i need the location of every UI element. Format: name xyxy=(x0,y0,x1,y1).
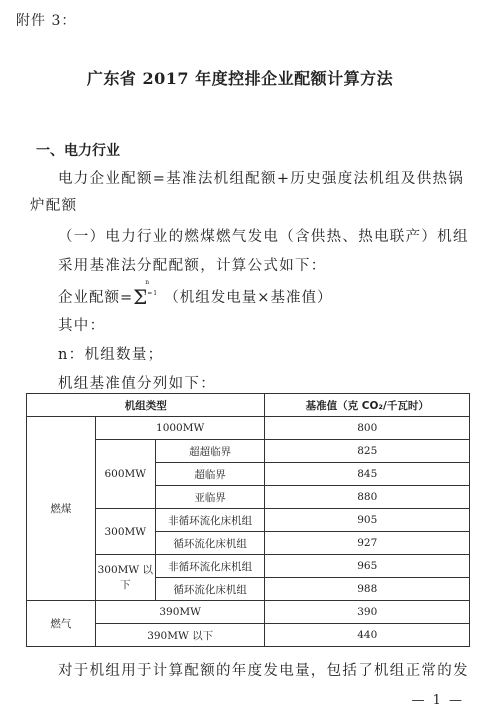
unit-supercritical: 超临界 xyxy=(155,463,265,486)
section-heading: 一、电力行业 xyxy=(36,143,120,159)
sigma-symbol: Σ xyxy=(133,285,149,309)
value-gas-below-390mw: 440 xyxy=(265,624,470,647)
formula-rhs: （机组发电量×基准值） xyxy=(164,290,333,306)
unit-1000mw: 1000MW xyxy=(95,417,265,440)
attachment-label: 附件 3： xyxy=(16,13,77,29)
unit-gas-below-390mw: 390MW 以下 xyxy=(95,624,265,647)
where-label: 其中： xyxy=(58,318,106,334)
unit-cfb-below-300: 循环流化床机组 xyxy=(155,578,265,601)
table-header-row xyxy=(27,394,470,417)
paragraph-1-line-2: 炉配额 xyxy=(30,198,78,214)
header-unit-type: 机组类型 xyxy=(27,394,265,417)
table-row xyxy=(27,601,470,624)
paragraph-1-line-1: 电力企业配额=基准法机组配额+历史强度法机组及供热锅 xyxy=(58,171,465,187)
fuel-gas: 燃气 xyxy=(27,601,96,647)
group-300mw: 300MW xyxy=(95,509,155,555)
value-gas-390mw: 390 xyxy=(265,601,470,624)
value-ultra-supercritical: 825 xyxy=(265,440,470,463)
fuel-coal: 燃煤 xyxy=(27,417,96,601)
unit-non-cfb-below-300: 非循环流化床机组 xyxy=(155,555,265,578)
unit-cfb-300: 循环流化床机组 xyxy=(155,532,265,555)
n-definition: n：机组数量； xyxy=(58,347,164,363)
table-intro: 机组基准值分列如下： xyxy=(58,376,216,392)
formula-lhs: 企业配额= xyxy=(58,290,134,306)
value-supercritical: 845 xyxy=(265,463,470,486)
benchmark-table xyxy=(26,393,470,647)
unit-non-cfb-300: 非循环流化床机组 xyxy=(155,509,265,532)
group-600mw: 600MW xyxy=(95,440,155,509)
value-non-cfb-below-300: 965 xyxy=(265,555,470,578)
table-row xyxy=(27,417,470,440)
paragraph-2-line-2: 采用基准法分配配额，计算公式如下： xyxy=(58,258,327,274)
unit-subcritical: 亚临界 xyxy=(155,486,265,509)
value-cfb-below-300: 988 xyxy=(265,578,470,601)
page-number: — 1 — xyxy=(411,693,464,708)
value-subcritical: 880 xyxy=(265,486,470,509)
value-non-cfb-300: 905 xyxy=(265,509,470,532)
unit-ultra-supercritical: 超超临界 xyxy=(155,440,265,463)
paragraph-2-line-1: （一）电力行业的燃煤燃气发电（含供热、热电联产）机组 xyxy=(58,229,469,245)
value-cfb-300: 927 xyxy=(265,532,470,555)
header-benchmark-value: 基准值（克 CO₂/千瓦时） xyxy=(265,394,470,417)
group-below-300mw: 300MW 以下 xyxy=(95,555,155,601)
allocation-formula xyxy=(58,279,333,309)
paragraph-last: 对于机组用于计算配额的年度发电量，包括了机组正常的发 xyxy=(58,663,469,679)
unit-gas-390mw: 390MW xyxy=(95,601,265,624)
document-title: 广东省 2017 年度控排企业配额计算方法 xyxy=(86,69,394,88)
sigma-lower-limit: i=1 xyxy=(144,290,159,297)
value-1000mw: 800 xyxy=(265,417,470,440)
sigma-upper-limit: n xyxy=(145,279,151,286)
